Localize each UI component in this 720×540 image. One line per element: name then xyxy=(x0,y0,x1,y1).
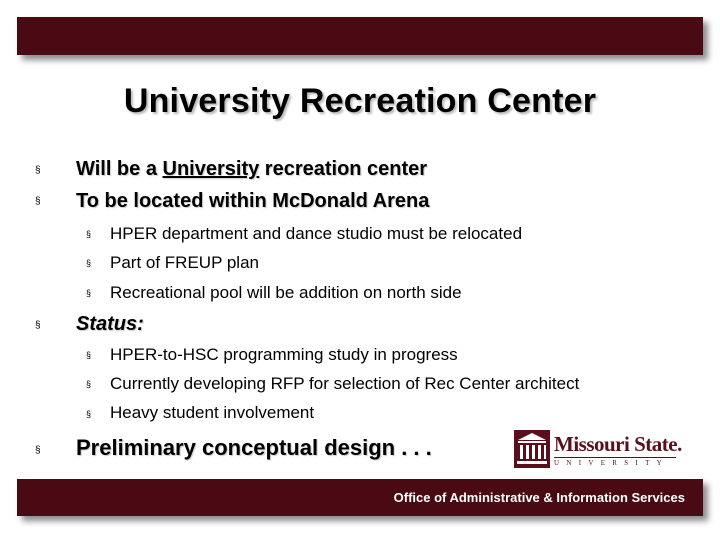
logo-wordmark: Missouri State. xyxy=(554,432,682,456)
bullet-text-location: To be located within McDonald Arena xyxy=(76,190,430,212)
sub-bullet-icon: § xyxy=(86,229,92,239)
bullet-text-conceptual-design: Preliminary conceptual design . . . xyxy=(76,435,432,460)
logo-divider xyxy=(554,457,676,458)
missouri-state-logo xyxy=(514,430,680,470)
sub-bullet-icon: § xyxy=(86,258,92,268)
sub-bullet-icon: § xyxy=(86,288,92,298)
sub-bullet-freup-plan: Part of FREUP plan xyxy=(110,253,259,272)
bullet-text-university-center: Will be a University recreation center xyxy=(76,158,428,180)
slide-title: University Recreation Center xyxy=(123,82,597,120)
building-icon xyxy=(514,430,550,468)
underlined-word: University xyxy=(162,158,260,180)
sub-bullet-icon: § xyxy=(86,409,92,419)
bullet-icon: § xyxy=(35,320,41,331)
sub-bullet-icon: § xyxy=(86,350,92,360)
sub-bullet-rfp: Currently developing RFP for selection of Rec Center architect xyxy=(110,374,580,393)
bullet-text-status: Status: xyxy=(76,313,144,335)
top-banner xyxy=(17,17,703,55)
sub-bullet-icon: § xyxy=(86,379,92,389)
sub-bullet-pool-addition: Recreational pool will be addition on north side xyxy=(110,283,462,302)
bullet-icon: § xyxy=(35,165,41,176)
bullet-icon: § xyxy=(35,445,41,456)
sub-bullet-hper-relocation: HPER department and dance studio must be relocated xyxy=(110,224,523,243)
footer-text: Office of Administrative & Information Services xyxy=(393,490,685,505)
sub-bullet-student-involvement: Heavy student involvement xyxy=(110,403,315,422)
bullet-icon: § xyxy=(35,196,41,207)
logo-subtitle: UNIVERSITY xyxy=(554,459,669,467)
sub-bullet-programming-study: HPER-to-HSC programming study in progress xyxy=(110,345,458,364)
